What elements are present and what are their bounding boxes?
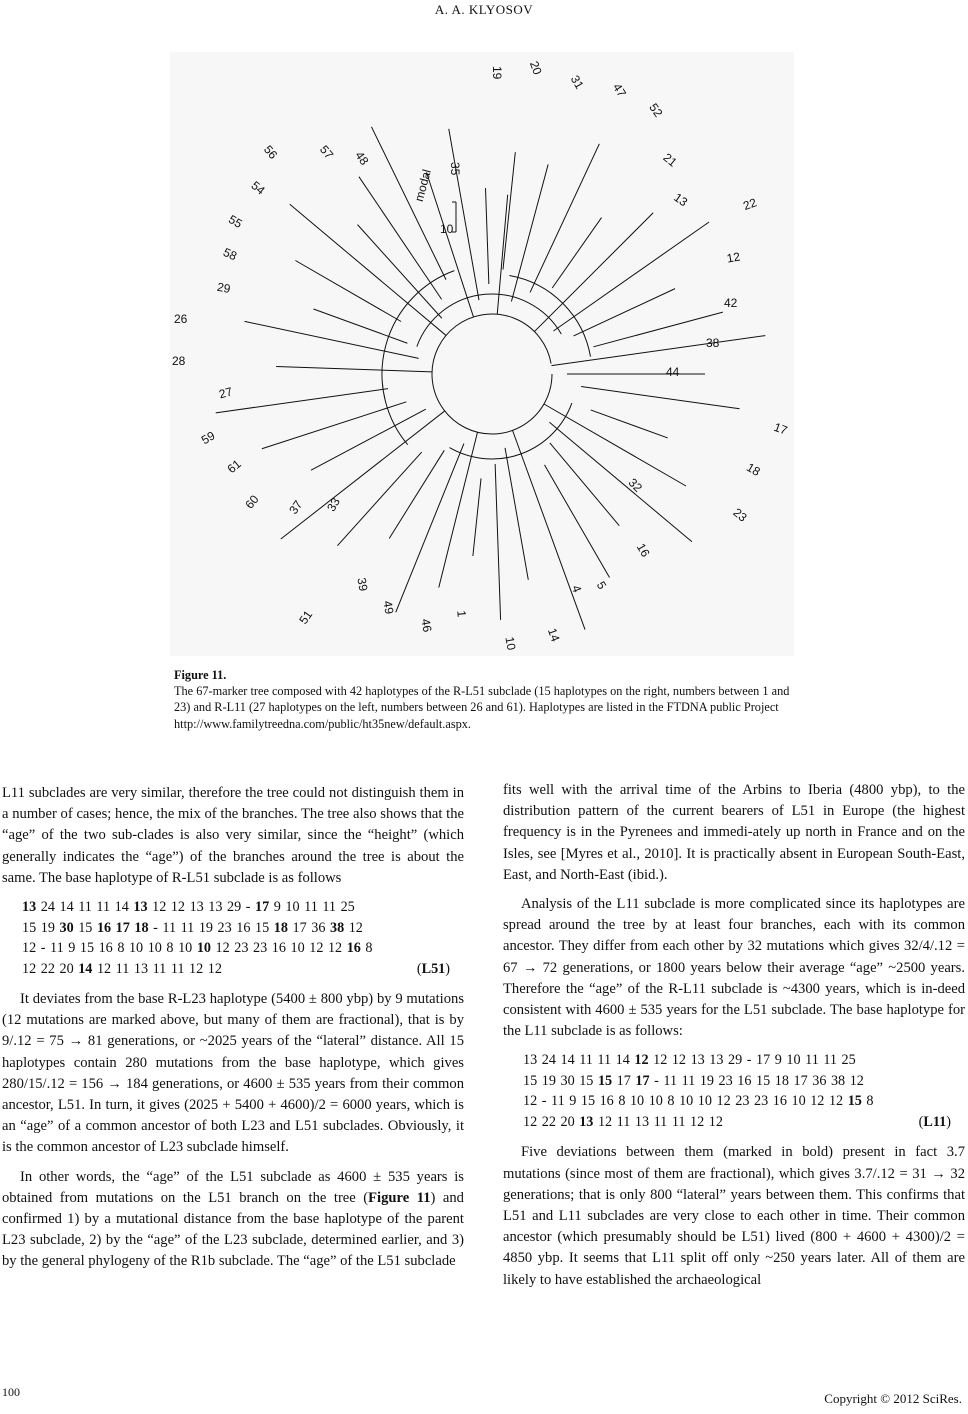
tree-label: 33 <box>324 495 343 514</box>
tree-label: 4 <box>568 583 585 595</box>
tree-label: 47 <box>609 80 629 100</box>
tree-label: 56 <box>260 142 281 162</box>
tree-label: 39 <box>354 576 371 593</box>
tree-arc <box>432 314 552 434</box>
tree-label: 19 <box>490 66 505 80</box>
tree-label: 52 <box>646 100 666 120</box>
tree-branch <box>290 204 446 335</box>
right-paragraph-3: Five deviations between them (marked in bold) present in fact 3.7 mutations (since most of them are fractional), which gives 3.7/.12 = 31 → 32 generations; that is only 800 “lateral” years between them. This confirms that L51 and L11 subclades are very close to each other in time. Their common ancestor (which presumably should be L51) lived (800 + 4600 + 4300)/2 = 4850 ybp. It seems that L11 split off only ~250 years later. All of them are likely to have established the archaeological <box>503 1144 965 1288</box>
running-head: A. A. KLYOSOV <box>434 2 534 17</box>
haplotype-row: 12 - 11 9 15 16 8 10 10 8 10 10 12 23 23 16 10 12 12 16 8 <box>22 940 373 957</box>
tree-label: 10 <box>440 221 454 236</box>
tree-label: 46 <box>418 617 435 634</box>
tree-branch <box>359 177 442 300</box>
tree-branch <box>550 443 619 526</box>
tree-label: 57 <box>316 142 337 162</box>
haplotype-tag: (L11) <box>918 1113 951 1130</box>
haplotype-tag: (L51) <box>416 960 450 977</box>
tree-label: 26 <box>174 311 188 326</box>
tree-branch <box>389 450 444 538</box>
phylogenetic-tree-diagram <box>170 52 794 656</box>
left-paragraph-2: It deviates from the base R-L23 haplotype (5400 ± 800 ybp) by 9 mutations (12 mutations are marked above, but many of them are fractional), that is by 9/.12 = 75 → 81 generations, or ~2025 years of the “lateral” distance. All 15 haplotypes contain 280 mutations from the base haplotype, which gives 280/15/.12 = 156 → 184 generations, or 4600 ± 535 years from their common ancestor, L51. In turn, it gives (2025 + 5400 + 4600)/2 = 6000 years, which is an “age” of a common ancestor of both L23 and L51 subclades. Obviously, it is the common ancestor of L23 subclade himself. <box>2 991 464 1156</box>
tree-label: 31 <box>567 72 587 92</box>
tree-branch <box>591 410 668 438</box>
tree-label: 55 <box>226 212 245 231</box>
haplotype-row: 15 19 30 15 15 17 17 - 11 11 19 23 16 15 18 17 36 38 12 <box>523 1072 864 1089</box>
tree-branch <box>371 127 446 280</box>
haplotype-row: 12 - 11 9 15 16 8 10 10 8 10 10 12 23 23 16 10 12 12 15 8 <box>523 1093 874 1110</box>
tree-label: 60 <box>242 492 262 512</box>
figure-caption <box>174 667 798 732</box>
tree-label: 17 <box>771 419 790 438</box>
tree-branch <box>449 129 479 300</box>
tree-branch <box>486 188 489 284</box>
tree-branch <box>553 222 709 331</box>
tree-branch <box>295 261 401 322</box>
right-paragraph-1: fits well with the arrival time of the Arbins to Iberia (4800 ybp), to the distribution pattern of the current bearers of L51 in Europe (the highest frequency is in the Pyrenees and immedi-ately up north in France and on the Isles, see [Myres et al., 2010]. It is practically absent in European South-East, East, and North-East (ibid.). <box>503 782 965 883</box>
figure-11-tree <box>170 52 794 656</box>
caption-text: The 67-marker tree composed with 42 haplotypes of the R-L51 subclade (15 haplotypes on the right, numbers between 1 and 23) and R-L11 (27 haplotypes on the left, numbers between 26 and 61). Haplotypes are listed in the FTDNA public Project http://www.familytreedna.com/public/ht35new/default.aspx. <box>174 684 790 731</box>
tree-label: 59 <box>198 428 218 448</box>
tree-branch <box>545 465 610 578</box>
tree-branch <box>534 213 653 332</box>
haplotype-row: 13 24 14 11 11 14 12 12 12 13 13 29 - 17 9 10 11 11 25 <box>523 1052 856 1069</box>
haplotype-l11 <box>523 1050 965 1132</box>
tree-label: 48 <box>352 148 372 168</box>
tree-branch <box>551 336 765 366</box>
haplotype-row: 12 22 20 13 12 11 13 11 11 12 12 (L11) <box>523 1112 965 1133</box>
tree-label: 49 <box>380 599 397 616</box>
tree-label: 18 <box>744 460 763 479</box>
figure-reference: Figure 11 <box>368 1189 431 1206</box>
tree-label: 61 <box>224 456 244 477</box>
tree-arc <box>417 294 561 347</box>
tree-label: 5 <box>593 578 610 592</box>
right-paragraph-2: Analysis of the L11 subclade is more complicated since its haplotypes are spread around the tree by at least four branches, each with its common ancestor. They differ from each other by 32 mutations which gives 32/4/.12 = 67 → 72 generations, or 1800 years below their average “age” ~2500 years. Therefore the “age” of the R-L11 subclade is ~4300 years, which is in-deed consistent with 4600 ± 535 years for the L51 subclade. The base haplotype for the L11 subclade is as follows: <box>503 896 965 1040</box>
left-paragraph-3: In other words, the “age” of the L51 subclade as 4600 ± 535 years is obtained from mutations on the L51 branch on the tree (Figure 11) and confirmed 1) by a mutational distance from the base haplotype of the parent L23 subclade, 2) by the “age” of the L23 subclade, determined earlier, and 3) by the general phylogeny of the R1b subclade. The “age” of the L51 subclade <box>2 1168 464 1270</box>
tree-label: 54 <box>248 178 268 198</box>
tree-branch <box>473 478 481 556</box>
copyright: Copyright © 2012 SciRes. <box>824 1391 962 1406</box>
tree-label: 13 <box>671 190 691 210</box>
tree-label: 35 <box>448 162 463 176</box>
tree-branch <box>544 404 686 486</box>
tree-label: 38 <box>706 335 720 350</box>
tree-label: 42 <box>724 295 738 310</box>
tree-label: 44 <box>666 364 680 379</box>
tree-label: 32 <box>625 475 646 495</box>
tree-branch <box>337 452 421 546</box>
tree-label: 22 <box>741 195 759 214</box>
right-column <box>503 780 965 1299</box>
tree-branch <box>439 432 478 587</box>
tree-branch <box>513 430 586 629</box>
tree-label: modal <box>411 167 434 204</box>
tree-label: 10 <box>502 635 519 652</box>
tree-branch <box>497 195 507 315</box>
tree-branch <box>549 422 691 542</box>
tree-label: 28 <box>172 353 186 368</box>
tree-label: 51 <box>296 607 316 627</box>
tree-label: 23 <box>730 505 750 525</box>
left-column <box>2 783 464 1281</box>
tree-branch <box>503 152 515 269</box>
left-paragraph-1: L11 subclades are very similar, therefore the tree could not distinguish them in a number of cases; hence, the mix of the branches. The tree also shows that the “age” of the two sub-clades is also very similar, since the “height” (which generally indicates the “age”) of the branches around the tree is about the same. The base haplotype of R-L51 subclade is as follows <box>2 785 464 886</box>
tree-branch <box>426 172 473 317</box>
tree-branch <box>262 402 407 449</box>
tree-label: 37 <box>286 497 306 517</box>
tree-arc <box>382 271 454 445</box>
haplotype-row: 12 22 20 14 12 11 13 11 11 12 12 (L51) <box>22 959 464 980</box>
page-number: 100 <box>2 1385 20 1399</box>
tree-label: 21 <box>660 150 680 170</box>
caption-label: Figure 11. <box>174 668 227 682</box>
tree-label: 20 <box>526 59 545 77</box>
tree-branch <box>505 448 528 580</box>
tree-label: 14 <box>544 626 563 644</box>
tree-branch <box>581 387 739 409</box>
tree-label: 1 <box>454 609 469 618</box>
tree-branch <box>216 389 388 413</box>
tree-label: 27 <box>217 384 234 402</box>
haplotype-row: 13 24 14 11 11 14 13 12 12 13 13 29 - 17 9 10 11 11 25 <box>22 899 355 916</box>
tree-branch <box>495 464 500 620</box>
tree-branch <box>276 366 432 371</box>
tree-label: 12 <box>725 249 742 266</box>
haplotype-row: 15 19 30 15 16 17 18 - 11 11 19 23 16 15 18 17 36 38 12 <box>22 919 363 936</box>
tree-label: 29 <box>215 279 232 296</box>
tree-label: 58 <box>221 245 240 264</box>
tree-branch <box>281 411 445 539</box>
tree-label: 16 <box>633 540 653 560</box>
haplotype-l51 <box>22 897 464 979</box>
